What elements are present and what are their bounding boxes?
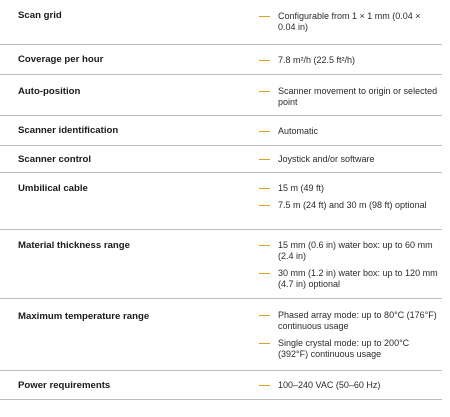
spec-value: Joystick and/or software bbox=[259, 154, 439, 165]
spec-row-scanner-control bbox=[0, 145, 442, 173]
spec-value: Phased array mode: up to 80°C (176°F) continuous usage bbox=[259, 310, 439, 332]
dash-marker bbox=[259, 60, 270, 61]
spec-value: 15 mm (0.6 in) water box: up to 60 mm (2.4 in) bbox=[259, 240, 439, 262]
spec-row-scan-grid bbox=[0, 0, 442, 44]
spec-label: Power requirements bbox=[18, 380, 111, 391]
spec-value: Scanner movement to origin or selected point bbox=[259, 86, 439, 108]
spec-value: 7.5 m (24 ft) and 30 m (98 ft) optional bbox=[259, 200, 439, 211]
dash-marker bbox=[259, 343, 270, 344]
dash-marker bbox=[259, 205, 270, 206]
dash-marker bbox=[259, 91, 270, 92]
dash-marker bbox=[259, 245, 270, 246]
spec-row-scanner-identification bbox=[0, 115, 442, 146]
spec-row-material-thickness-range bbox=[0, 229, 442, 299]
dash-marker bbox=[259, 273, 270, 274]
spec-value: Configurable from 1 × 1 mm (0.04 × 0.04 in) bbox=[259, 11, 439, 33]
spec-label: Scanner control bbox=[18, 154, 92, 165]
dash-marker bbox=[259, 159, 270, 160]
dash-marker bbox=[259, 131, 270, 132]
spec-value: 30 mm (1.2 in) water box: up to 120 mm (4.7 in) optional bbox=[259, 268, 439, 290]
spec-value: 7.8 m²/h (22.5 ft²/h) bbox=[259, 55, 439, 66]
dash-marker bbox=[259, 16, 270, 17]
spec-row-maximum-temperature-range bbox=[0, 298, 442, 371]
spec-label: Maximum temperature range bbox=[18, 311, 150, 322]
dash-marker bbox=[259, 315, 270, 316]
spec-label: Auto-position bbox=[18, 86, 81, 97]
spec-row-power-requirements bbox=[0, 370, 442, 400]
spec-value: Automatic bbox=[259, 126, 439, 137]
divider bbox=[0, 399, 442, 400]
spec-row-auto-position bbox=[0, 74, 442, 116]
spec-value: Single crystal mode: up to 200°C (392°F) continuous usage bbox=[259, 338, 439, 360]
spec-label: Material thickness range bbox=[18, 240, 130, 251]
dash-marker bbox=[259, 385, 270, 386]
spec-label: Scan grid bbox=[18, 10, 62, 21]
spec-label: Coverage per hour bbox=[18, 54, 104, 65]
spec-label: Umbilical cable bbox=[18, 183, 88, 194]
spec-value: 100–240 VAC (50–60 Hz) bbox=[259, 380, 439, 391]
dash-marker bbox=[259, 188, 270, 189]
spec-value: 15 m (49 ft) bbox=[259, 183, 439, 194]
spec-label: Scanner identification bbox=[18, 125, 119, 136]
spec-row-umbilical-cable bbox=[0, 172, 442, 230]
spec-row-coverage-per-hour bbox=[0, 44, 442, 75]
